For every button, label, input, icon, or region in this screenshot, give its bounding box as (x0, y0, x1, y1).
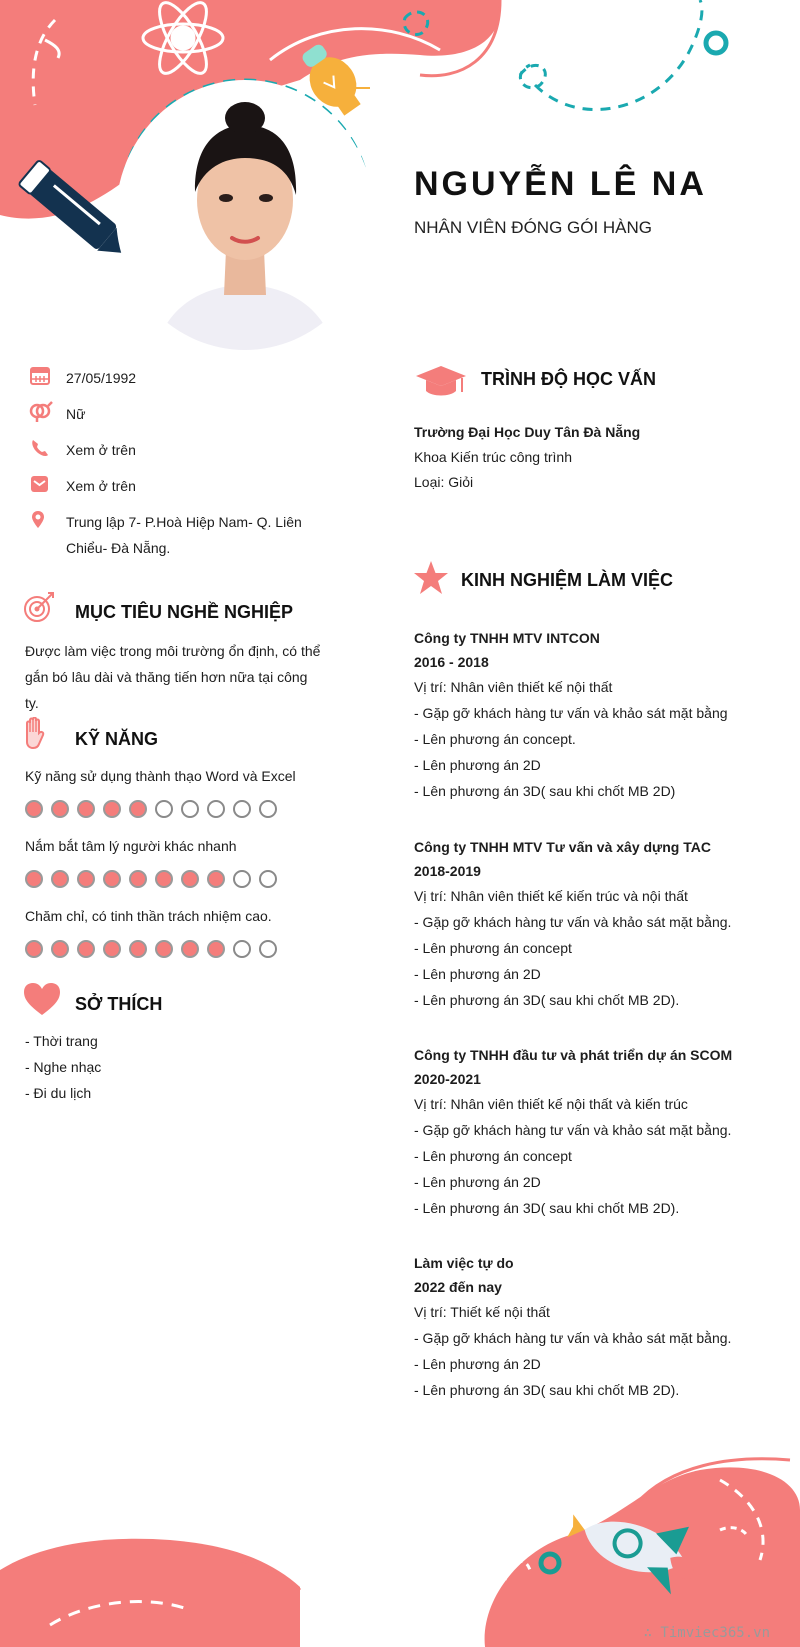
heart-icon (22, 981, 62, 1017)
job-title: NHÂN VIÊN ĐÓNG GÓI HÀNG (414, 218, 653, 237)
school-name: Trường Đại Học Duy Tân Đà Nẵng (414, 424, 641, 440)
info-gender (28, 401, 338, 427)
job-position: Vị trí: Nhân viên thiết kế nội thất (414, 679, 613, 695)
gender-icon (28, 401, 54, 423)
job-task: - Gặp gỡ khách hàng tư vấn và khảo sát mặt bằng. (414, 914, 732, 930)
rating-dot-filled (129, 940, 147, 958)
job-task: - Gặp gỡ khách hàng tư vấn và khảo sát mặt bằng (414, 705, 728, 721)
rating-dot-filled (51, 800, 69, 818)
rating-dot-filled (129, 870, 147, 888)
rating-dot-empty (233, 800, 251, 818)
education-title: TRÌNH ĐỘ HỌC VẤN (481, 369, 656, 389)
rating-dot-filled (207, 940, 225, 958)
job-entry (414, 626, 784, 804)
rating-dot-filled (77, 800, 95, 818)
job-period: 2016 - 2018 (414, 654, 489, 670)
job-period: 2020-2021 (414, 1071, 481, 1087)
hobby-item: - Thời trang (25, 1033, 98, 1049)
rating-dot-empty (155, 800, 173, 818)
job-task: - Lên phương án 3D( sau khi chốt MB 2D). (414, 1200, 680, 1216)
watermark: ∴ Timviec365.vn (643, 1625, 770, 1641)
graduation-cap-icon (414, 364, 468, 400)
rating-dot-filled (103, 870, 121, 888)
skill-rating (25, 940, 277, 958)
job-entry (414, 1251, 784, 1403)
company-name: Công ty TNHH đầu tư và phát triển dự án SCOM (414, 1047, 733, 1063)
job-entry (414, 835, 784, 1013)
company-name: Công ty TNHH MTV Tư vấn và xây dựng TAC (414, 839, 711, 855)
rating-dot-filled (181, 940, 199, 958)
hobbies-list (25, 1028, 101, 1106)
bottom-decoration (0, 1420, 800, 1647)
experience-title: KINH NGHIỆM LÀM VIỆC (461, 570, 674, 590)
info-text: Xem ở trên (66, 442, 136, 458)
education-block (414, 420, 774, 495)
rating-dot-empty (259, 940, 277, 958)
skill-rating (25, 870, 277, 888)
major: Khoa Kiến trúc công trình (414, 449, 572, 465)
job-entry (414, 1043, 784, 1221)
candidate-name: NGUYỄN LÊ NA (414, 165, 707, 203)
job-task: - Lên phương án concept. (414, 731, 576, 747)
hobby-item: - Nghe nhạc (25, 1059, 102, 1075)
rating-dot-empty (233, 940, 251, 958)
company-name: Công ty TNHH MTV INTCON (414, 630, 600, 646)
rating-dot-filled (207, 870, 225, 888)
job-task: - Lên phương án concept (414, 940, 572, 956)
rating-dot-filled (103, 800, 121, 818)
info-text: Trung lập 7- P.Hoà Hiệp Nam- Q. Liên Chiểu- Đà Nẵng. (66, 514, 302, 556)
skill-label: Nắm bắt tâm lý người khác nhanh (25, 838, 237, 854)
rating-dot-empty (181, 800, 199, 818)
info-phone (28, 437, 338, 463)
job-position: Vị trí: Thiết kế nội thất (414, 1304, 550, 1320)
job-task: - Gặp gỡ khách hàng tư vấn và khảo sát mặt bằng. (414, 1330, 732, 1346)
rating-dot-empty (259, 800, 277, 818)
company-name: Làm việc tự do (414, 1255, 514, 1271)
rating-dot-empty (259, 870, 277, 888)
job-task: - Lên phương án 3D( sau khi chốt MB 2D). (414, 992, 680, 1008)
rating-dot-filled (77, 940, 95, 958)
objective-text: Được làm việc trong môi trường ổn định, có thể gắn bó lâu dài và thăng tiến hơn nữa tại công ty. (25, 643, 321, 711)
job-task: - Gặp gỡ khách hàng tư vấn và khảo sát mặt bằng. (414, 1122, 732, 1138)
info-text: Xem ở trên (66, 478, 136, 494)
email-icon (28, 473, 54, 495)
hobbies-title: SỞ THÍCH (75, 994, 163, 1014)
profile-photo (116, 80, 374, 350)
objective-title: MỤC TIÊU NGHỀ NGHIỆP (75, 602, 294, 622)
job-position: Vị trí: Nhân viên thiết kế nội thất và kiến trúc (414, 1096, 688, 1112)
rating-dot-filled (103, 940, 121, 958)
phone-icon (28, 437, 54, 459)
calendar-icon (28, 365, 54, 387)
rating-dot-empty (207, 800, 225, 818)
job-period: 2022 đến nay (414, 1279, 502, 1295)
job-position: Vị trí: Nhân viên thiết kế kiến trúc và nội thất (414, 888, 688, 904)
star-icon (412, 560, 450, 596)
job-task: - Lên phương án 3D( sau khi chốt MB 2D). (414, 1382, 680, 1398)
skill-rating (25, 800, 277, 818)
job-task: - Lên phương án 3D( sau khi chốt MB 2D) (414, 783, 676, 799)
rating-dot-filled (51, 940, 69, 958)
location-icon (28, 509, 54, 531)
job-period: 2018-2019 (414, 863, 481, 879)
job-task: - Lên phương án 2D (414, 966, 541, 982)
skill-label: Chăm chỉ, có tinh thần trách nhiệm cao. (25, 908, 272, 924)
rating-dot-filled (155, 940, 173, 958)
skill-label: Kỹ năng sử dụng thành thạo Word và Excel (25, 768, 296, 784)
skills-title: KỸ NĂNG (75, 729, 159, 749)
job-task: - Lên phương án 2D (414, 757, 541, 773)
info-birthdate (28, 365, 338, 391)
grade: Loại: Giỏi (414, 474, 474, 490)
rating-dot-filled (77, 870, 95, 888)
info-text: 27/05/1992 (66, 370, 137, 386)
hobby-item: - Đi du lịch (25, 1085, 92, 1101)
job-task: - Lên phương án 2D (414, 1174, 541, 1190)
rating-dot-filled (25, 940, 43, 958)
hand-icon (22, 717, 48, 751)
rating-dot-filled (155, 870, 173, 888)
info-address (28, 509, 338, 561)
rating-dot-filled (51, 870, 69, 888)
job-task: - Lên phương án concept (414, 1148, 572, 1164)
rating-dot-filled (181, 870, 199, 888)
info-email (28, 473, 338, 499)
job-task: - Lên phương án 2D (414, 1356, 541, 1372)
rating-dot-filled (25, 870, 43, 888)
rating-dot-empty (233, 870, 251, 888)
target-icon (22, 590, 56, 624)
info-text: Nữ (66, 406, 86, 422)
rating-dot-filled (25, 800, 43, 818)
rating-dot-filled (129, 800, 147, 818)
